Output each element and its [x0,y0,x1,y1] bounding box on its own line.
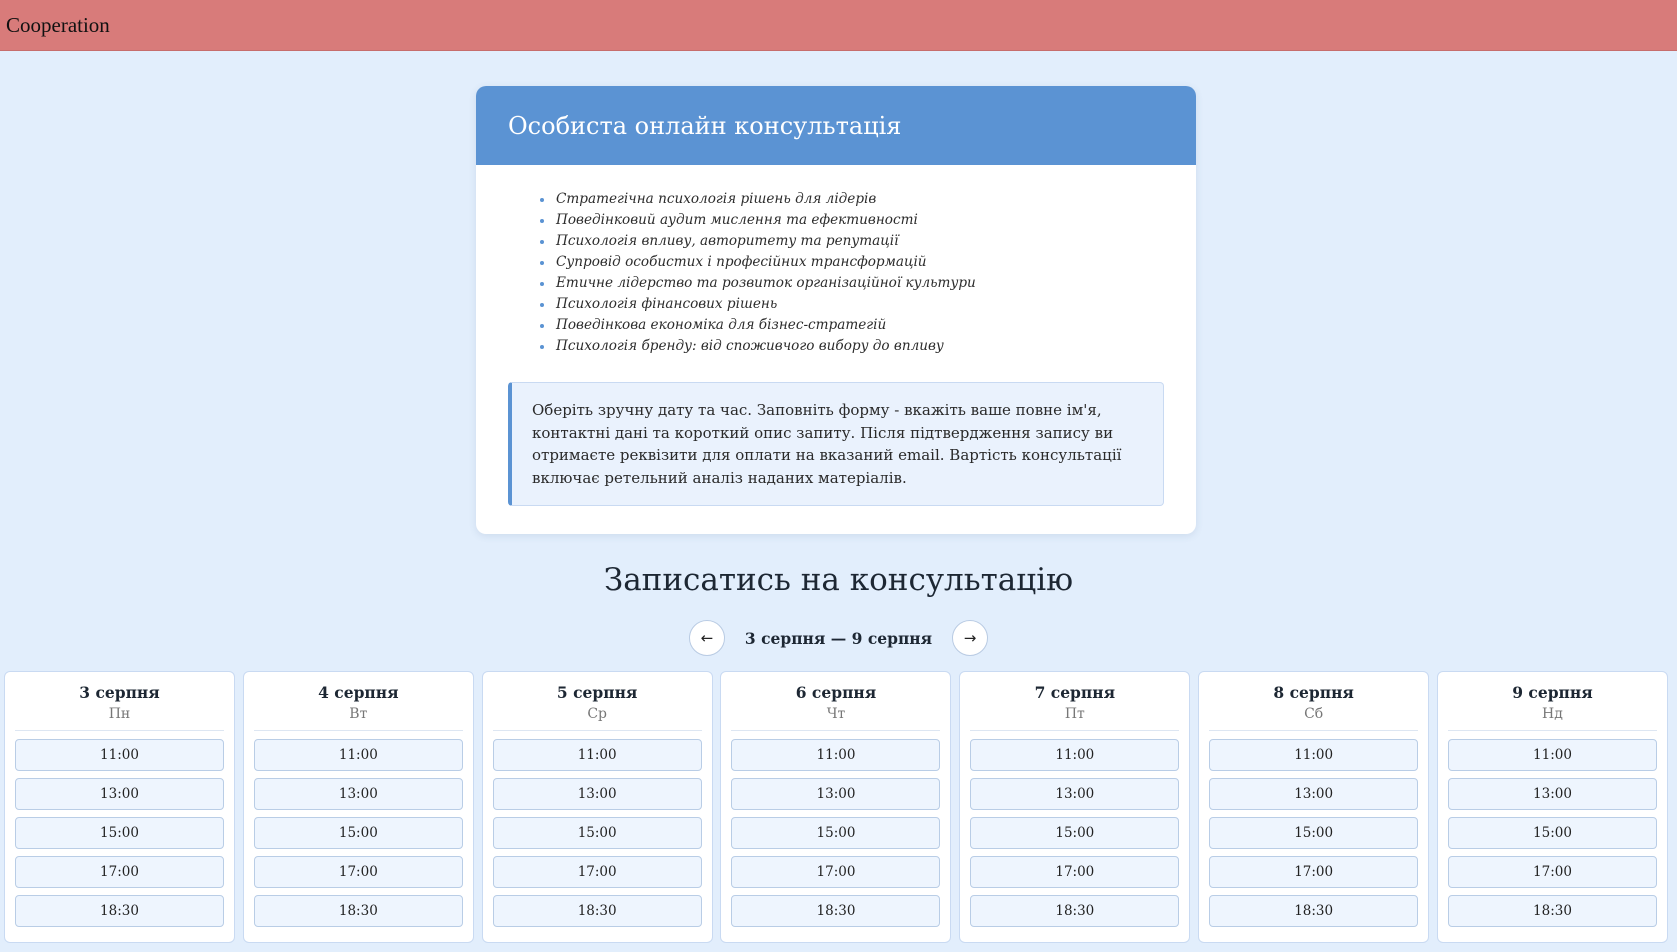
day-column [1198,671,1429,943]
topics-list [508,189,1164,357]
time-slot-button[interactable]: 17:00 [254,856,463,888]
week-navigation [689,620,988,656]
day-weekday: Пн [15,704,224,731]
time-slot-button[interactable]: 11:00 [970,739,1179,771]
time-slot-button[interactable]: 13:00 [493,778,702,810]
day-column [959,671,1190,943]
day-weekday: Пт [970,704,1179,731]
day-date: 9 серпня [1512,683,1593,702]
week-range-label: 3 серпня — 9 серпня [744,628,933,648]
topic-item: Поведінковий аудит мислення та ефективності [556,210,1164,231]
time-slot-button[interactable]: 18:30 [1448,895,1657,927]
booking-section-title: Записатись на консультацію [603,562,1074,598]
time-slot-button[interactable]: 18:30 [493,895,702,927]
next-week-button[interactable] [952,620,988,656]
time-slot-button[interactable]: 11:00 [1448,739,1657,771]
time-slot-button[interactable]: 15:00 [493,817,702,849]
card-header [476,86,1196,165]
time-slot-button[interactable]: 17:00 [1209,856,1418,888]
day-date: 8 серпня [1273,683,1354,702]
time-slot-button[interactable]: 17:00 [1448,856,1657,888]
prev-week-button[interactable] [689,620,725,656]
time-slot-button[interactable]: 11:00 [493,739,702,771]
topic-item: Супровід особистих і професійних трансформацій [556,252,1164,273]
time-slot-button[interactable]: 18:30 [254,895,463,927]
day-column [4,671,235,943]
time-slot-button[interactable]: 11:00 [1209,739,1418,771]
day-date: 3 серпня [79,683,160,702]
time-slot-button[interactable]: 18:30 [731,895,940,927]
time-slot-button[interactable]: 13:00 [15,778,224,810]
topic-item: Стратегічна психологія рішень для лідерів [556,189,1164,210]
time-slot-button[interactable]: 15:00 [15,817,224,849]
time-slot-button[interactable]: 11:00 [254,739,463,771]
time-slot-button[interactable]: 17:00 [970,856,1179,888]
day-column [243,671,474,943]
topic-item: Поведінкова економіка для бізнес-стратегій [556,315,1164,336]
topic-item: Психологія бренду: від споживчого вибору до впливу [556,336,1164,357]
time-slot-button[interactable]: 17:00 [493,856,702,888]
time-slot-button[interactable]: 18:30 [15,895,224,927]
time-slot-button[interactable]: 17:00 [15,856,224,888]
arrow-left-icon: ← [700,629,714,647]
time-slot-button[interactable]: 15:00 [970,817,1179,849]
time-slot-button[interactable]: 11:00 [731,739,940,771]
day-column [482,671,713,943]
time-slot-button[interactable]: 17:00 [731,856,940,888]
time-slot-button[interactable]: 11:00 [15,739,224,771]
top-bar [0,0,1677,51]
time-slot-button[interactable]: 13:00 [970,778,1179,810]
time-slot-button[interactable]: 15:00 [1209,817,1418,849]
time-slot-button[interactable]: 13:00 [1448,778,1657,810]
day-date: 5 серпня [556,683,638,702]
card-title: Особиста онлайн консультація [508,111,902,140]
card-body [476,165,1196,506]
day-weekday: Нд [1448,704,1657,731]
day-date: 6 серпня [795,683,877,702]
topic-item: Психологія впливу, авторитету та репутації [556,231,1164,252]
day-weekday: Чт [731,704,940,731]
days-grid [4,671,1668,943]
time-slot-button[interactable]: 15:00 [1448,817,1657,849]
day-date: 4 серпня [318,683,399,702]
time-slot-button[interactable]: 18:30 [1209,895,1418,927]
day-weekday: Ср [493,704,702,731]
topic-item: Етичне лідерство та розвиток організаційної культури [556,273,1164,294]
time-slot-button[interactable]: 15:00 [731,817,940,849]
time-slot-button[interactable]: 13:00 [731,778,940,810]
booking-instructions: Оберіть зручну дату та час. Заповніть форму - вкажіть ваше повне ім'я, контактні дані та короткий опис запиту. Після підтвердження запису ви отримаєте реквізити для оплати на вказаний email. Вартість консультації включає ретельний аналіз наданих матеріалів. [508,382,1164,506]
consultation-card [476,86,1196,534]
brand-logo-text[interactable]: Cooperation [6,12,110,37]
time-slot-button[interactable]: 18:30 [970,895,1179,927]
time-slot-button[interactable]: 13:00 [254,778,463,810]
arrow-right-icon: → [963,629,977,647]
day-column [1437,671,1668,943]
time-slot-button[interactable]: 15:00 [254,817,463,849]
day-date: 7 серпня [1034,683,1116,702]
topic-item: Психологія фінансових рішень [556,294,1164,315]
time-slot-button[interactable]: 13:00 [1209,778,1418,810]
day-weekday: Сб [1209,704,1418,731]
day-weekday: Вт [254,704,463,731]
day-column [720,671,951,943]
